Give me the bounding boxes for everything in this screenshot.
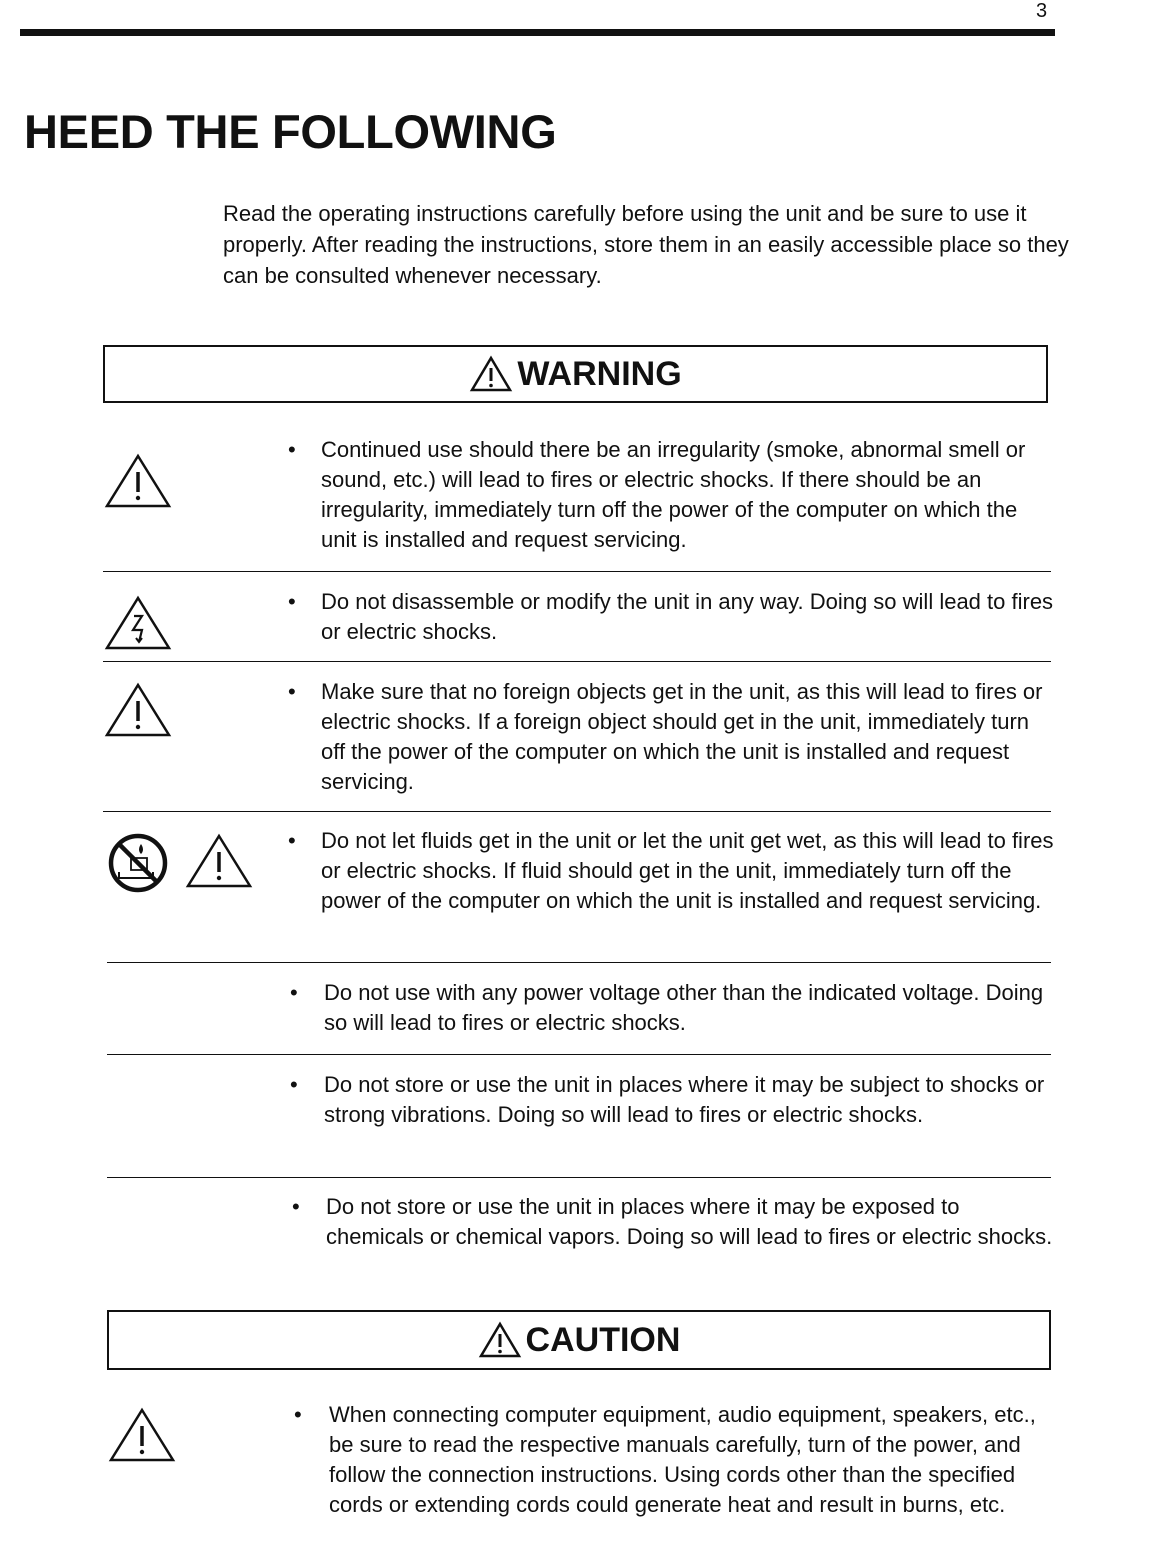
bullet: • [288,828,296,853]
intro-paragraph: Read the operating instructions carefully before using the unit and be sure to use it properly. After reading the instructions, store them in an easily accessible place so they can be consulted whenever necessary. [223,201,1069,288]
caution-label: CAUTION [525,1321,681,1359]
warning-item-text: Do not let fluids get in the unit or let the unit get wet, as this will lead to fires or electric shocks. If fluid should get in the unit, immediately turn off the power of the computer on which the unit is installed and request servicing. [321,828,1054,913]
divider [107,1054,1051,1055]
page-title: HEED THE FOLLOWING [24,105,557,158]
bullet: • [288,437,296,462]
no-water-icon [107,832,169,894]
divider [103,661,1051,662]
bullet: • [292,1194,300,1219]
warning-label: WARNING [517,355,682,393]
bullet: • [290,1072,298,1097]
warning-item-text: Make sure that no foreign objects get in the unit, as this will lead to fires or electric shocks. If a foreign object should get in the unit, immediately turn off the power of the computer on which the unit is installed and request servicing. [321,679,1043,794]
caution-triangle-icon [469,355,513,393]
caution-triangle-icon [184,832,254,890]
warning-item-text: Continued use should there be an irregularity (smoke, abnormal smell or sound, etc.) will lead to fires or electric shocks. If there should be an irregularity, immediately turn off the power of the computer on which the unit is installed and request servicing. [321,437,1026,552]
divider [107,962,1051,963]
caution-triangle-icon [478,1321,522,1359]
bullet: • [290,980,298,1005]
divider [103,571,1051,572]
top-rule [20,29,1055,36]
bullet: • [288,679,296,704]
warning-item-text: Do not disassemble or modify the unit in any way. Doing so will lead to fires or electric shocks. [321,589,1054,644]
electric-shock-triangle-icon [103,594,173,652]
warning-item-text: Do not use with any power voltage other than the indicated voltage. Doing so will lead to fires or electric shocks. [324,980,1044,1035]
divider [107,1177,1051,1178]
warning-item-text: Do not store or use the unit in places where it may be subject to shocks or strong vibrations. Doing so will lead to fires or electric shocks. [324,1072,1045,1127]
caution-triangle-icon [107,1406,177,1464]
page-number: 3 [1036,0,1048,22]
warning-banner [103,345,1048,403]
divider [103,811,1051,812]
caution-item-text: When connecting computer equipment, audio equipment, speakers, etc., be sure to read the respective manuals carefully, turn of the power, and follow the connection instructions. Using cords other than the specified cords or extending cords could generate heat and result in burns, etc. [329,1402,1036,1517]
caution-triangle-icon [103,452,173,510]
caution-triangle-icon [103,681,173,739]
caution-banner [107,1310,1051,1370]
warning-item-text: Do not store or use the unit in places where it may be exposed to chemicals or chemical vapors. Doing so will lead to fires or electric shocks. [326,1194,1053,1249]
bullet: • [288,589,296,614]
bullet: • [294,1402,302,1427]
